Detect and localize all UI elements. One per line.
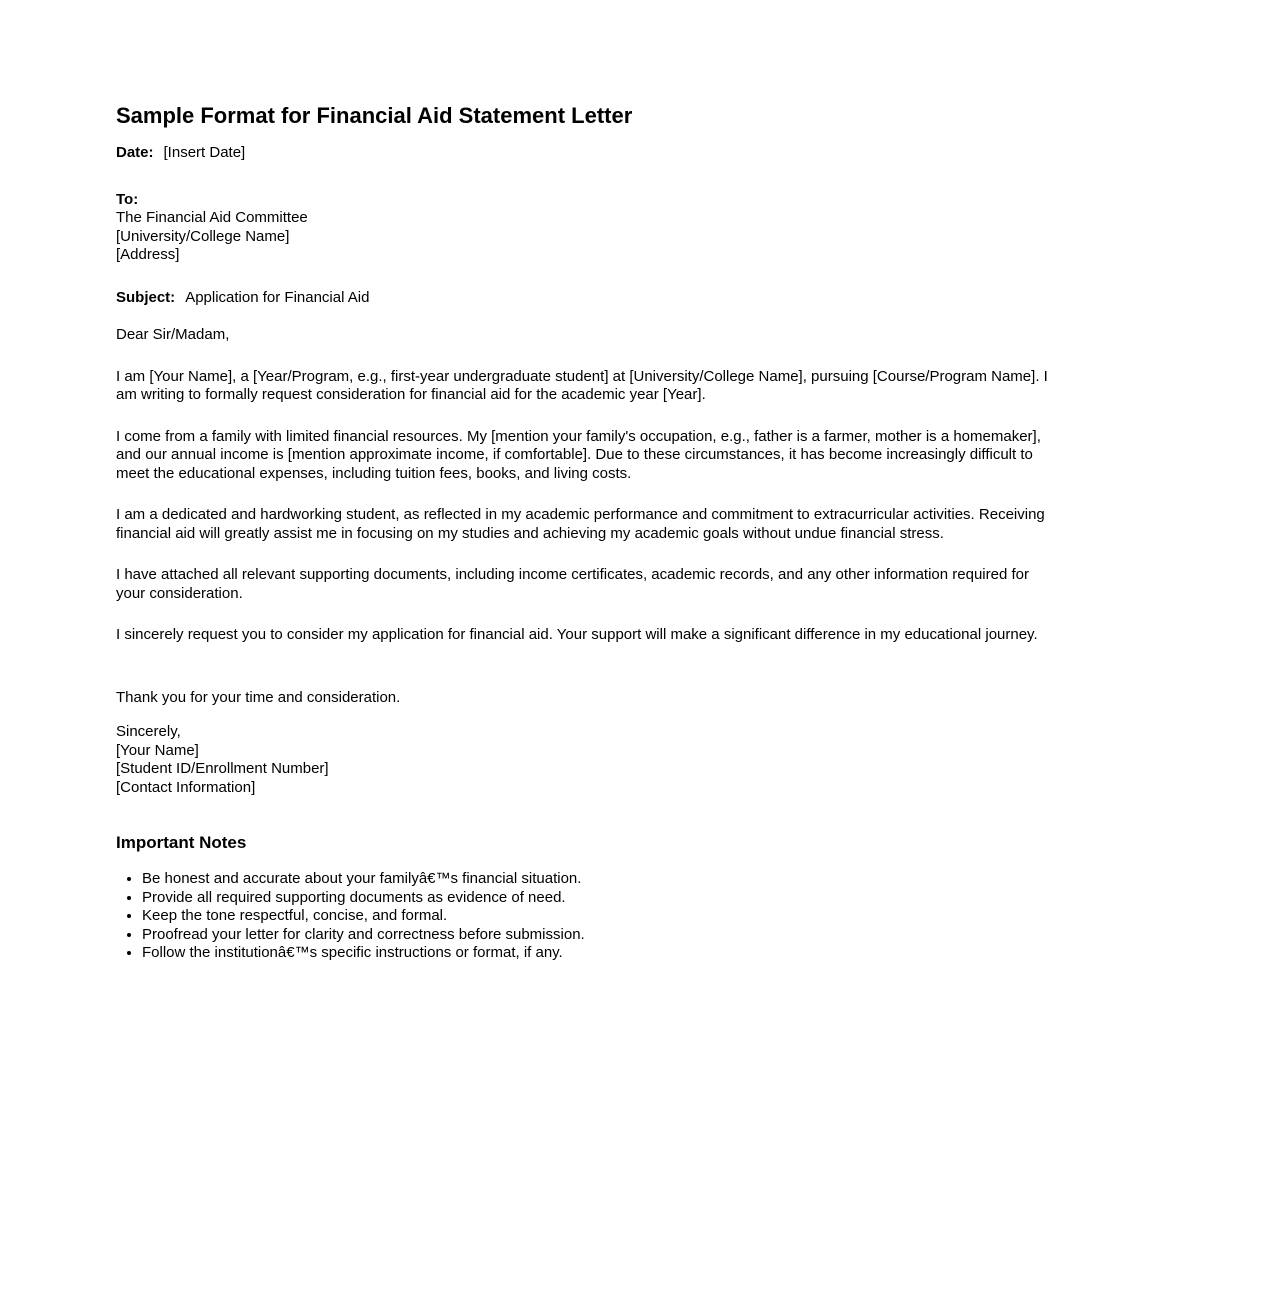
salutation: Dear Sir/Madam, — [116, 326, 230, 343]
note-item: • Follow the institutionâ€™s specific instructions or format, if any. — [142, 944, 1048, 963]
body-paragraph: I sincerely request you to consider my application for financial aid. Your support will make a significant difference in my educational journey. — [116, 626, 1038, 643]
recipient-block — [116, 191, 1048, 265]
signature-line: [Student ID/Enrollment Number] — [116, 760, 329, 777]
note-item: • Proofread your letter for clarity and correctness before submission. — [142, 926, 1048, 945]
closing-line: Thank you for your time and consideration. — [116, 688, 401, 706]
body-paragraph: I am a dedicated and hardworking student, as reflected in my academic performance and commitment to extracurricular activities. Receiving financial aid will greatly assist me in focusing on my studies and achieving my academic goals without undue financial stress. — [116, 506, 1045, 542]
subject-label: Subject: — [116, 288, 176, 306]
note-item: • Provide all required supporting documents as evidence of need. — [142, 889, 1048, 908]
body-paragraph: I come from a family with limited financial resources. My [mention your family's occupation, e.g., father is a farmer, mother is a homemaker], and our annual income is [mention approximate income, if comfortable]. Due to these circumstances, it has become increasingly difficult to meet the educational expenses, including tuition fees, books, and living costs. — [116, 427, 1041, 482]
recipient-line: The Financial Aid Committee — [116, 209, 308, 226]
note-item: • Be honest and accurate about your familyâ€™s financial situation. — [142, 870, 1048, 889]
signature-line: [Contact Information] — [116, 778, 256, 796]
note-item: • Keep the tone respectful, concise, and formal. — [142, 907, 1048, 926]
body-paragraph: I am [Your Name], a [Year/Program, e.g., first-year undergraduate student] at [University/College Name], pursuing [Course/Program Name]. I am writing to formally request consideration for financial aid for the academic year [Year]. — [116, 367, 1048, 403]
body-paragraph: I have attached all relevant supporting documents, including income certificates, academic records, and any other information required for your consideration. — [116, 566, 1029, 602]
to-label: To: — [116, 190, 139, 208]
signature-block — [116, 723, 1048, 797]
recipient-line: [University/College Name] — [116, 227, 290, 245]
subject-value: Application for Financial Aid — [185, 288, 370, 306]
signoff: Sincerely, — [116, 723, 181, 740]
page-title: Sample Format for Financial Aid Statement Letter — [116, 103, 633, 128]
signature-line: [Your Name] — [116, 741, 199, 759]
date-line — [116, 144, 1048, 163]
notes-list — [116, 870, 1048, 963]
subject-line — [116, 289, 1048, 308]
notes-heading: Important Notes — [116, 833, 247, 852]
date-label: Date: — [116, 144, 154, 161]
recipient-line: [Address] — [116, 246, 180, 263]
date-value: [Insert Date] — [163, 144, 246, 161]
